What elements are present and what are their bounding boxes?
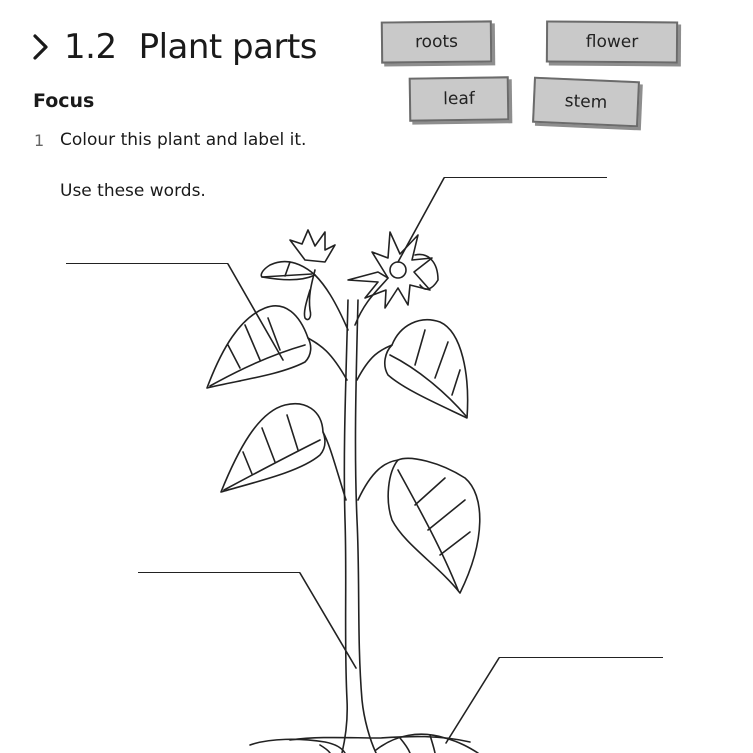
word-card-roots[interactable]: roots: [381, 20, 492, 63]
leaf-vein: [435, 342, 448, 378]
roots: [250, 739, 345, 753]
leaf-vein: [243, 452, 252, 474]
pointer-line-roots: [446, 658, 499, 743]
leaf-vein: [287, 415, 298, 450]
flower-centre: [390, 262, 406, 278]
question-instruction: Use these words.: [60, 181, 206, 201]
branch-stem: [357, 345, 392, 380]
leaf-vein: [452, 370, 460, 395]
word-card-leaf[interactable]: leaf: [409, 76, 510, 121]
branch-stem: [355, 278, 388, 325]
branch-stem: [315, 275, 348, 330]
question-text: Colour this plant and label it.: [60, 130, 307, 150]
leaf-shape: [221, 404, 325, 492]
word-card-stem[interactable]: stem: [532, 77, 640, 128]
title-text: Plant parts: [138, 27, 317, 67]
flower-bud: [290, 230, 335, 262]
leaf-vein: [228, 345, 240, 368]
question-number: 1: [34, 131, 45, 150]
leaf-vein: [428, 500, 465, 530]
bud-leaf-vein: [262, 274, 312, 277]
pointer-line-stem: [300, 573, 356, 668]
roots: [400, 738, 410, 753]
leaf-vein: [415, 330, 425, 365]
stem-outline-right: [355, 300, 376, 753]
branch-stem: [358, 460, 398, 500]
bud-leaf-vein: [285, 262, 290, 276]
title-number: 1.2: [64, 27, 117, 67]
leaf-vein: [262, 428, 275, 462]
leaf-vein: [415, 478, 445, 505]
branch-stem: [308, 338, 347, 380]
leaf-vein: [440, 532, 470, 555]
stem-outline-left: [342, 300, 348, 753]
leaf-vein: [245, 325, 260, 360]
branch-stem: [323, 432, 346, 500]
section-heading: Focus: [33, 90, 95, 112]
roots: [320, 745, 330, 753]
word-card-flower[interactable]: flower: [546, 21, 678, 64]
